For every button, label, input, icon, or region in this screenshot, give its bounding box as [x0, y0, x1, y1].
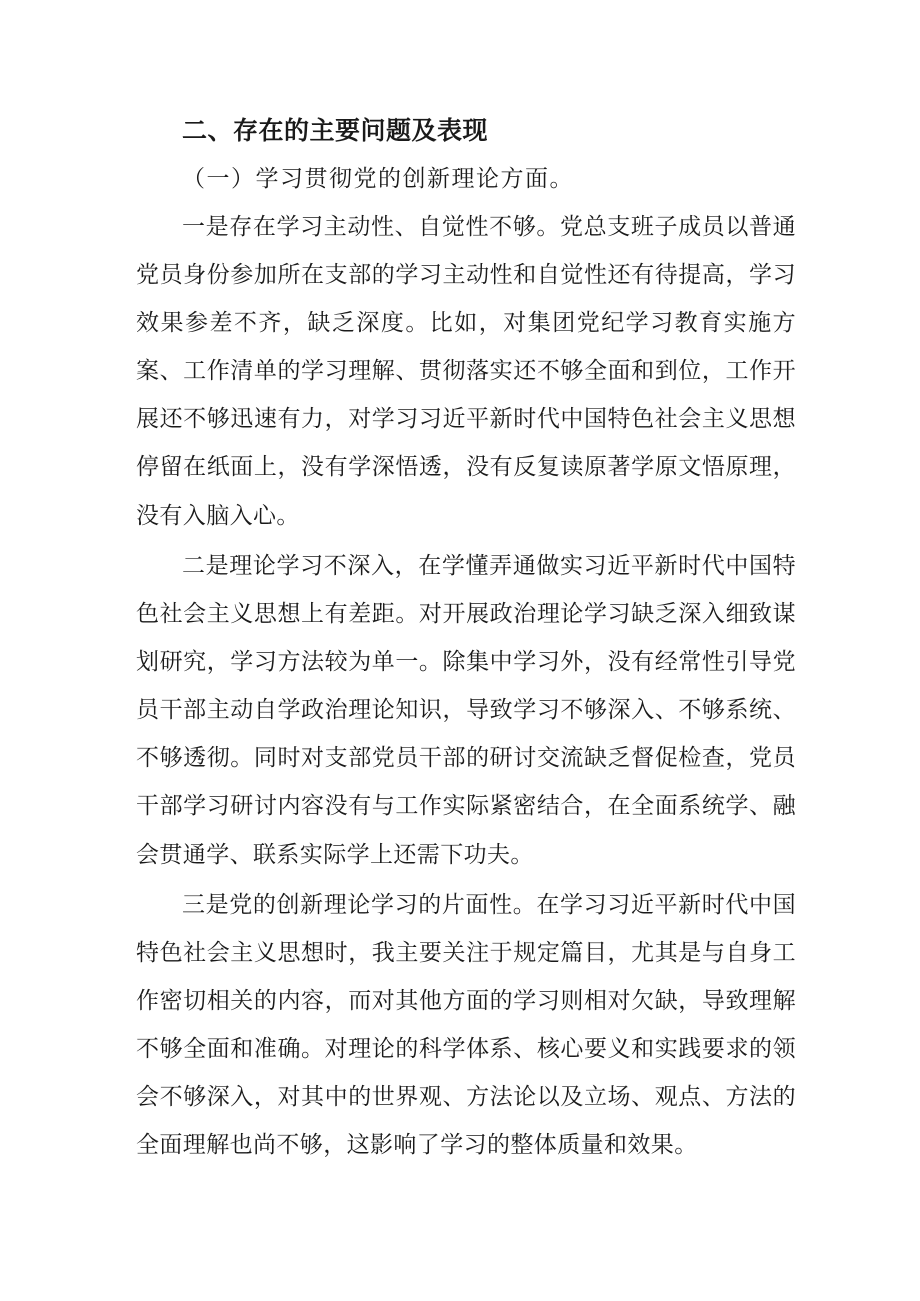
subsection-heading: （一）学习贯彻党的创新理论方面。	[182, 166, 574, 192]
paragraph-3: 三是党的创新理论学习的片面性。在学习习近平新时代中国特色社会主义思想时，我主要关注于规定篇目，尤其是与自身工作密切相关的内容，而对其他方面的学习则相对欠缺，导致理解不够全面和准确。对理论的科学体系、核心要义和实践要求的领会不够深入，对其中的世界观、方法论以及立场、观点、方法的全面理解也尚不够，这影响了学习的整体质量和效果。	[136, 892, 796, 1159]
section-heading: 二、存在的主要问题及表现	[182, 116, 489, 145]
paragraph-2: 二是理论学习不深入，在学懂弄通做实习近平新时代中国特色社会主义思想上有差距。对开展政治理论学习缺乏深入细致谋划研究，学习方法较为单一。除集中学习外，没有经常性引导党员干部主动自学政治理论知识，导致学习不够深入、不够系统、不够透彻。同时对支部党员干部的研讨交流缺乏督促检查，党员干部学习研讨内容没有与工作实际紧密结合，在全面系统学、融会贯通学、联系实际学上还需下功夫。	[136, 553, 796, 868]
paragraph-1: 一是存在学习主动性、自觉性不够。党总支班子成员以普通党员身份参加所在支部的学习主动性和自觉性还有待提高，学习效果参差不齐，缺乏深度。比如，对集团党纪学习教育实施方案、工作清单的学习理解、贯彻落实还不够全面和到位，工作开展还不够迅速有力，对学习习近平新时代中国特色社会主义思想停留在纸面上，没有学深悟透，没有反复读原著学原文悟原理，没有入脑入心。	[136, 214, 796, 529]
